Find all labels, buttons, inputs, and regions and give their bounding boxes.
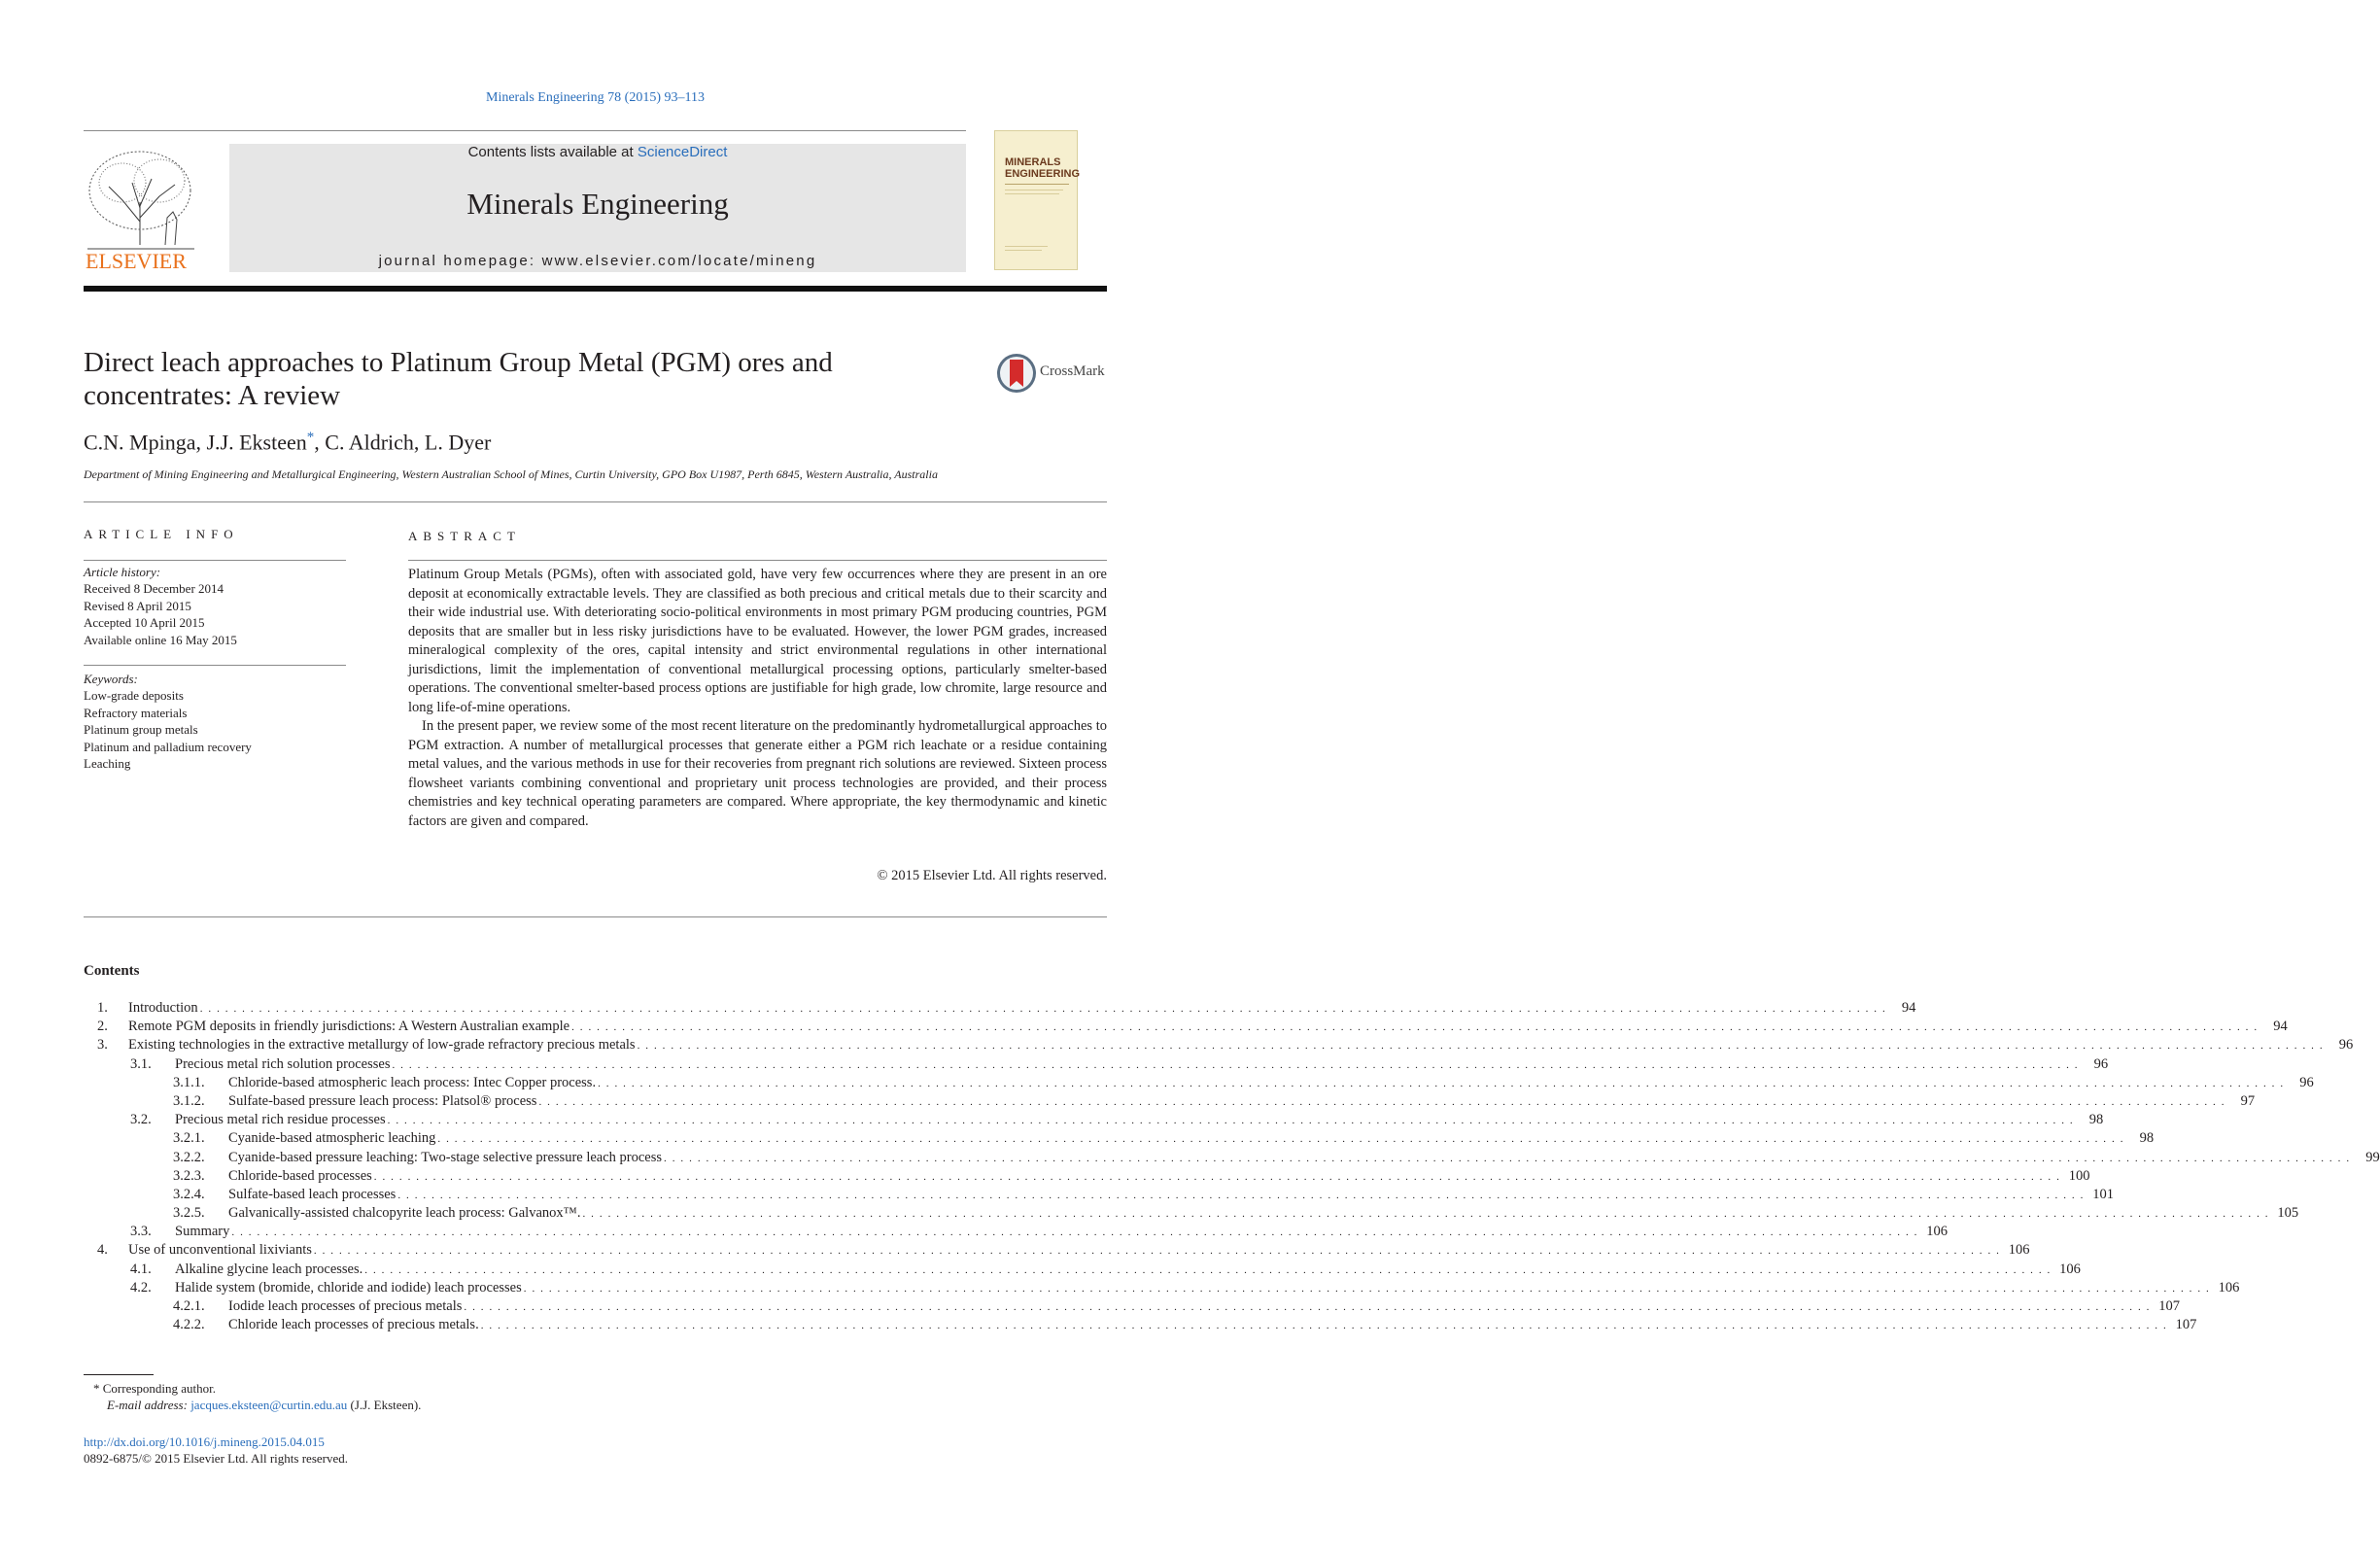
toc-entry[interactable]	[84, 1149, 2380, 1168]
toc-entry-page: 96	[2093, 1055, 2109, 1072]
toc-entry-number: 3.2.2.	[173, 1149, 205, 1165]
toc-entry-page: 106	[2008, 1242, 2030, 1259]
toc-entry-number: 4.2.2.	[173, 1317, 205, 1333]
history-revised: Revised 8 April 2015	[84, 598, 191, 613]
toc-entry-number: 3.2.1.	[173, 1130, 205, 1147]
toc-entry-number: 2.	[97, 1019, 108, 1035]
corresponding-author-note: * Corresponding author.	[93, 1381, 217, 1396]
toc-dot-leader: . . . . . . . . . . . . . . . . . . . . . . . . . . . . . . . . . . . . . . . . . . . . . . . . . . . . . . . . . . . . . . . . . . . . . . . . . . . . . . . . . . . . . . . . . . . . . . . . . . . . . . . . . . . . . . . . . . . . . . . . . . . . . . . . . . . . . . . . . . . . . . . . . . . . . . . . . . . . . . . . . . . . . . . . . . . . . . . . . . . . . . . . . . . . . . . . . . . . . . . .	[664, 1152, 2351, 1164]
toc-entry-number: 3.2.	[130, 1112, 152, 1128]
cover-rule	[1005, 184, 1069, 185]
abstract-paragraph: Platinum Group Metals (PGMs), often with associated gold, have very few occurrences where they are present in an ore deposit at economically extractable levels. They are classified as both precious and critical metals due to their scarcity and their wide industrial use. With deteriorating socio-political environments in most primary PGM producing countries, PGM deposits that are smaller but in less risky jurisdictions have to be evaluated. However, the lower PGM grades, increased mineralogical complexity of the ores, capital intensity and strict environmental regulations in other international jurisdictions, limit the implementation of conventional metallurgical processing options, particularly smelter-based operations. The conventional smelter-based process options are justifiable for high grade, low chromite, large resource and long life-of-mine operations.	[408, 567, 1107, 715]
toc-dot-leader: . . . . . . . . . . . . . . . . . . . . . . . . . . . . . . . . . . . . . . . . . . . . . . . . . . . . . . . . . . . . . . . . . . . . . . . . . . . . . . . . . . . . . . . . . . . . . . . . . . . . . . . . . . . . . . . . . . . . . . . . . . . . . . . . . . . . . . . . . . . . . . . . . . . . . . . . . . . . . . . . . . . . . . . . . . . . . . . . . . . . . . . . . . . . . . . . . . . . . . . .	[637, 1040, 2325, 1053]
divider	[84, 501, 1107, 502]
toc-dot-leader: . . . . . . . . . . . . . . . . . . . . . . . . . . . . . . . . . . . . . . . . . . . . . . . . . . . . . . . . . . . . . . . . . . . . . . . . . . . . . . . . . . . . . . . . . . . . . . . . . . . . . . . . . . . . . . . . . . . . . . . . . . . . . . . . . . . . . . . . . . . . . . . . . . . . . . . . . . . . . . . . . . . . . . . . . . . . . . . . . . . . . . . . . . . . . . . . . . . . . . . .	[464, 1301, 2152, 1313]
authors-part-2: , C. Aldrich, L. Dyer	[314, 430, 492, 455]
toc-entry-title[interactable]: Halide system (bromide, chloride and iodide) leach processes	[175, 1279, 522, 1296]
toc-dot-leader: . . . . . . . . . . . . . . . . . . . . . . . . . . . . . . . . . . . . . . . . . . . . . . . . . . . . . . . . . . . . . . . . . . . . . . . . . . . . . . . . . . . . . . . . . . . . . . . . . . . . . . . . . . . . . . . . . . . . . . . . . . . . . . . . . . . . . . . . . . . . . . . . . . . . . . . . . . . . . . . . . . . . . . . . . . . . . . . . . . . . . . . . . . . . . . . . . . . . . . . .	[199, 1003, 1887, 1015]
toc-entry-title[interactable]: Sulfate-based pressure leach process: Platsol® process	[228, 1092, 537, 1109]
toc-entry[interactable]	[84, 1167, 2090, 1187]
doi-link[interactable]: http://dx.doi.org/10.1016/j.mineng.2015.04.015	[84, 1434, 325, 1449]
toc-entry-number: 3.2.4.	[173, 1186, 205, 1202]
journal-name: Minerals Engineering	[466, 187, 729, 221]
footnote-divider	[84, 1374, 154, 1375]
header-thick-divider	[84, 286, 1107, 292]
toc-entry-number: 4.2.	[130, 1279, 152, 1296]
toc-entry-title[interactable]: Chloride-based atmospheric leach process: Intec Copper process.	[228, 1074, 597, 1090]
keyword-item: Leaching	[84, 756, 131, 772]
toc-entry-title[interactable]: Remote PGM deposits in friendly jurisdictions: A Western Australian example	[128, 1019, 570, 1035]
toc-entry-page: 98	[2088, 1112, 2104, 1128]
cover-rule	[1005, 246, 1048, 247]
toc-entry-page: 106	[1926, 1224, 1949, 1240]
header-divider	[84, 130, 966, 131]
toc-entry[interactable]	[84, 1261, 2081, 1280]
author-email-link[interactable]: jacques.eksteen@curtin.edu.au	[190, 1398, 348, 1412]
toc-entry-page: 100	[2068, 1167, 2090, 1184]
toc-entry-page: 107	[2158, 1298, 2181, 1314]
toc-entry[interactable]	[84, 1019, 2288, 1037]
toc-entry[interactable]	[84, 1092, 2256, 1112]
toc-dot-leader: . . . . . . . . . . . . . . . . . . . . . . . . . . . . . . . . . . . . . . . . . . . . . . . . . . . . . . . . . . . . . . . . . . . . . . . . . . . . . . . . . . . . . . . . . . . . . . . . . . . . . . . . . . . . . . . . . . . . . . . . . . . . . . . . . . . . . . . . . . . . . . . . . . . . . . . . . . . . . . . . . . . . . . . . . . . . . . . . . . . . . . . . . . . . . . . . . . . . . . . .	[231, 1227, 1919, 1239]
toc-entry-title[interactable]: Use of unconventional lixiviants	[128, 1242, 312, 1259]
toc-dot-leader: . . . . . . . . . . . . . . . . . . . . . . . . . . . . . . . . . . . . . . . . . . . . . . . . . . . . . . . . . . . . . . . . . . . . . . . . . . . . . . . . . . . . . . . . . . . . . . . . . . . . . . . . . . . . . . . . . . . . . . . . . . . . . . . . . . . . . . . . . . . . . . . . . . . . . . . . . . . . . . . . . . . . . . . . . . . . . . . . . . . . . . . . . . . . . . . . . . . . . . . .	[373, 1170, 2061, 1183]
keyword-item: Platinum and palladium recovery	[84, 739, 252, 754]
toc-entry-title[interactable]: Cyanide-based pressure leaching: Two-stage selective pressure leach process	[228, 1149, 663, 1165]
toc-entry-title[interactable]: Introduction	[128, 1000, 198, 1016]
toc-dot-leader: . . . . . . . . . . . . . . . . . . . . . . . . . . . . . . . . . . . . . . . . . . . . . . . . . . . . . . . . . . . . . . . . . . . . . . . . . . . . . . . . . . . . . . . . . . . . . . . . . . . . . . . . . . . . . . . . . . . . . . . . . . . . . . . . . . . . . . . . . . . . . . . . . . . . . . . . . . . . . . . . . . . . . . . . . . . . . . . . . . . . . . . . . . . . . . . . . . . . . . . .	[392, 1058, 2080, 1071]
toc-dot-leader: . . . . . . . . . . . . . . . . . . . . . . . . . . . . . . . . . . . . . . . . . . . . . . . . . . . . . . . . . . . . . . . . . . . . . . . . . . . . . . . . . . . . . . . . . . . . . . . . . . . . . . . . . . . . . . . . . . . . . . . . . . . . . . . . . . . . . . . . . . . . . . . . . . . . . . . . . . . . . . . . . . . . . . . . . . . . . . . . . . . . . . . . . . . . . . . . . . . . . . . .	[437, 1133, 2125, 1146]
elsevier-logo	[84, 144, 202, 272]
toc-entry[interactable]	[84, 1186, 2114, 1205]
toc-entry-title[interactable]: Summary	[175, 1224, 230, 1240]
toc-entry-page: 97	[2240, 1092, 2256, 1109]
divider	[408, 560, 1107, 561]
toc-entry-page: 94	[1901, 1000, 1916, 1016]
toc-entry[interactable]	[84, 1279, 2240, 1298]
toc-entry-title[interactable]: Cyanide-based atmospheric leaching	[228, 1130, 436, 1147]
toc-entry-page: 101	[2092, 1186, 2114, 1202]
journal-cover-title: MINERALS ENGINEERING	[1005, 156, 1081, 180]
toc-entry-number: 3.1.1.	[173, 1074, 205, 1090]
toc-entry-number: 4.2.1.	[173, 1298, 205, 1314]
contents-available-prefix: Contents lists available at	[467, 144, 638, 160]
issn-copyright: 0892-6875/© 2015 Elsevier Ltd. All rights reserved.	[84, 1451, 348, 1466]
toc-entry[interactable]	[84, 1317, 2197, 1335]
article-title: Direct leach approaches to Platinum Group Metal (PGM) ores and concentrates: A review	[84, 347, 833, 411]
article-info-heading: ARTICLE INFO	[84, 527, 239, 541]
toc-dot-leader: . . . . . . . . . . . . . . . . . . . . . . . . . . . . . . . . . . . . . . . . . . . . . . . . . . . . . . . . . . . . . . . . . . . . . . . . . . . . . . . . . . . . . . . . . . . . . . . . . . . . . . . . . . . . . . . . . . . . . . . . . . . . . . . . . . . . . . . . . . . . . . . . . . . . . . . . . . . . . . . . . . . . . . . . . . . . . . . . . . . . . . . . . . . . . . . . . . . . . . . .	[313, 1245, 2001, 1258]
keywords	[84, 671, 252, 772]
cover-rule	[1005, 250, 1042, 251]
toc-entry-title[interactable]: Chloride-based processes	[228, 1167, 372, 1184]
abstract-body	[408, 566, 1107, 831]
abstract-paragraph: In the present paper, we review some of the most recent literature on the predominantly hydrometallurgical approaches to PGM extraction. A number of metallurgical processes that generate either a PGM rich leachate or a residue containing metal values, and the various methods in use for their recoveries from pregnant rich solutions are reviewed. Sixteen process flowsheet variants combining conventional and proprietary unit process technologies are provided, and their process chemistries and key technical operating parameters are compared. Where appropriate, the key thermodynamic and kinetic factors are given and compared.	[408, 718, 1107, 829]
toc-entry-number: 3.2.3.	[173, 1167, 205, 1184]
toc-entry-number: 3.1.2.	[173, 1092, 205, 1109]
toc-entry-page: 99	[2365, 1149, 2380, 1165]
toc-entry-title[interactable]: Chloride leach processes of precious metals.	[228, 1317, 479, 1333]
toc-dot-leader: . . . . . . . . . . . . . . . . . . . . . . . . . . . . . . . . . . . . . . . . . . . . . . . . . . . . . . . . . . . . . . . . . . . . . . . . . . . . . . . . . . . . . . . . . . . . . . . . . . . . . . . . . . . . . . . . . . . . . . . . . . . . . . . . . . . . . . . . . . . . . . . . . . . . . . . . . . . . . . . . . . . . . . . . . . . . . . . . . . . . . . . . . . . . . . . . . . . . . . . .	[582, 1208, 2270, 1221]
crossmark-label: CrossMark	[1040, 363, 1105, 379]
toc-dot-leader: . . . . . . . . . . . . . . . . . . . . . . . . . . . . . . . . . . . . . . . . . . . . . . . . . . . . . . . . . . . . . . . . . . . . . . . . . . . . . . . . . . . . . . . . . . . . . . . . . . . . . . . . . . . . . . . . . . . . . . . . . . . . . . . . . . . . . . . . . . . . . . . . . . . . . . . . . . . . . . . . . . . . . . . . . . . . . . . . . . . . . . . . . . . . . . . . . . . . . . . .	[571, 1021, 2259, 1034]
toc-entry-page: 106	[2218, 1279, 2240, 1296]
corresponding-author-marker[interactable]: *	[306, 430, 315, 445]
toc-entry-number: 3.2.5.	[173, 1205, 205, 1222]
abstract-copyright: © 2015 Elsevier Ltd. All rights reserved.	[877, 868, 1107, 883]
toc-entry-number: 3.	[97, 1037, 108, 1054]
email-label: E-mail address:	[107, 1398, 191, 1412]
history-accepted: Accepted 10 April 2015	[84, 615, 205, 631]
toc-entry-page: 96	[2299, 1074, 2314, 1090]
elsevier-tree-icon	[84, 144, 202, 272]
toc-entry-number: 4.	[97, 1242, 108, 1259]
abstract-heading: ABSTRACT	[408, 529, 521, 543]
toc-entry-title[interactable]: Precious metal rich solution processes	[175, 1055, 391, 1072]
journal-cover-thumbnail[interactable]	[994, 130, 1081, 270]
authors-part-1: C.N. Mpinga, J.J. Eksteen	[84, 430, 307, 455]
toc-entry-title[interactable]: Sulfate-based leach processes	[228, 1186, 397, 1202]
author-affiliation: Department of Mining Engineering and Metallurgical Engineering, Western Australian School of Mines, Curtin University, GPO Box U1987, Perth 6845, Western Australia, Australia	[84, 467, 938, 481]
toc-entry-page: 98	[2139, 1130, 2155, 1147]
toc-dot-leader: . . . . . . . . . . . . . . . . . . . . . . . . . . . . . . . . . . . . . . . . . . . . . . . . . . . . . . . . . . . . . . . . . . . . . . . . . . . . . . . . . . . . . . . . . . . . . . . . . . . . . . . . . . . . . . . . . . . . . . . . . . . . . . . . . . . . . . . . . . . . . . . . . . . . . . . . . . . . . . . . . . . . . . . . . . . . . . . . . . . . . . . . . . . . . . . . . . . . . . . .	[538, 1095, 2226, 1108]
keyword-item: Platinum group metals	[84, 722, 198, 738]
toc-entry-number: 1.	[97, 1000, 108, 1016]
sciencedirect-link[interactable]: ScienceDirect	[637, 144, 728, 160]
toc-dot-leader: . . . . . . . . . . . . . . . . . . . . . . . . . . . . . . . . . . . . . . . . . . . . . . . . . . . . . . . . . . . . . . . . . . . . . . . . . . . . . . . . . . . . . . . . . . . . . . . . . . . . . . . . . . . . . . . . . . . . . . . . . . . . . . . . . . . . . . . . . . . . . . . . . . . . . . . . . . . . . . . . . . . . . . . . . . . . . . . . . . . . . . . . . . . . . . . . . . . . . . . .	[598, 1077, 2285, 1089]
keywords-label: Keywords:	[84, 672, 138, 686]
divider	[84, 916, 1107, 917]
toc-entry[interactable]	[84, 1205, 2299, 1224]
keyword-item: Low-grade deposits	[84, 688, 184, 704]
toc-dot-leader: . . . . . . . . . . . . . . . . . . . . . . . . . . . . . . . . . . . . . . . . . . . . . . . . . . . . . . . . . . . . . . . . . . . . . . . . . . . . . . . . . . . . . . . . . . . . . . . . . . . . . . . . . . . . . . . . . . . . . . . . . . . . . . . . . . . . . . . . . . . . . . . . . . . . . . . . . . . . . . . . . . . . . . . . . . . . . . . . . . . . . . . . . . . . . . . . . . . . . . . .	[387, 1115, 2075, 1127]
history-received: Received 8 December 2014	[84, 581, 224, 597]
email-suffix: (J.J. Eksteen).	[347, 1398, 422, 1412]
article-history	[84, 564, 237, 648]
toc-entry-page: 105	[2277, 1205, 2299, 1222]
toc-entry[interactable]	[84, 1242, 2030, 1261]
crossmark-badge[interactable]	[995, 352, 1112, 395]
toc-dot-leader: . . . . . . . . . . . . . . . . . . . . . . . . . . . . . . . . . . . . . . . . . . . . . . . . . . . . . . . . . . . . . . . . . . . . . . . . . . . . . . . . . . . . . . . . . . . . . . . . . . . . . . . . . . . . . . . . . . . . . . . . . . . . . . . . . . . . . . . . . . . . . . . . . . . . . . . . . . . . . . . . . . . . . . . . . . . . . . . . . . . . . . . . . . . . . . . . . . . . . . . .	[523, 1282, 2211, 1295]
toc-entry[interactable]	[84, 1037, 2354, 1055]
toc-entry-page: 107	[2175, 1317, 2197, 1333]
keyword-item: Refractory materials	[84, 705, 188, 720]
email-note	[107, 1398, 421, 1413]
divider	[84, 560, 346, 561]
toc-dot-leader: . . . . . . . . . . . . . . . . . . . . . . . . . . . . . . . . . . . . . . . . . . . . . . . . . . . . . . . . . . . . . . . . . . . . . . . . . . . . . . . . . . . . . . . . . . . . . . . . . . . . . . . . . . . . . . . . . . . . . . . . . . . . . . . . . . . . . . . . . . . . . . . . . . . . . . . . . . . . . . . . . . . . . . . . . . . . . . . . . . . . . . . . . . . . . . . . . . . . . . . .	[397, 1189, 2085, 1201]
table-of-contents	[84, 1000, 2380, 1335]
toc-entry-title[interactable]: Iodide leach processes of precious metals	[228, 1298, 463, 1314]
journal-citation-link[interactable]: Minerals Engineering 78 (2015) 93–113	[486, 90, 705, 105]
toc-entry[interactable]	[84, 1000, 1916, 1019]
history-online: Available online 16 May 2015	[84, 632, 237, 647]
journal-homepage[interactable]: journal homepage: www.elsevier.com/locate/mineng	[378, 253, 817, 269]
toc-entry-number: 3.1.	[130, 1055, 152, 1072]
toc-entry[interactable]	[84, 1224, 1949, 1242]
crossmark-icon	[995, 352, 1038, 395]
toc-entry-title[interactable]: Alkaline glycine leach processes.	[175, 1261, 363, 1277]
toc-entry[interactable]	[84, 1074, 2314, 1093]
toc-entry[interactable]	[84, 1130, 2155, 1149]
toc-entry-number: 4.1.	[130, 1261, 152, 1277]
article-history-label: Article history:	[84, 565, 161, 579]
author-list	[84, 430, 491, 455]
toc-entry[interactable]	[84, 1112, 2104, 1130]
toc-entry-page: 96	[2338, 1037, 2354, 1054]
toc-dot-leader: . . . . . . . . . . . . . . . . . . . . . . . . . . . . . . . . . . . . . . . . . . . . . . . . . . . . . . . . . . . . . . . . . . . . . . . . . . . . . . . . . . . . . . . . . . . . . . . . . . . . . . . . . . . . . . . . . . . . . . . . . . . . . . . . . . . . . . . . . . . . . . . . . . . . . . . . . . . . . . . . . . . . . . . . . . . . . . . . . . . . . . . . . . . . . . . . . . . . . . . .	[480, 1320, 2168, 1332]
toc-entry[interactable]	[84, 1298, 2181, 1317]
toc-entry-title[interactable]: Galvanically-assisted chalcopyrite leach process: Galvanox™.	[228, 1205, 581, 1222]
cover-rule	[1005, 193, 1059, 194]
elsevier-wordmark: ELSEVIER	[86, 249, 187, 273]
toc-entry-page: 94	[2273, 1019, 2288, 1035]
toc-entry-title[interactable]: Existing technologies in the extractive metallurgy of low-grade refractory precious metals	[128, 1037, 636, 1054]
contents-available-line	[229, 144, 966, 160]
toc-dot-leader: . . . . . . . . . . . . . . . . . . . . . . . . . . . . . . . . . . . . . . . . . . . . . . . . . . . . . . . . . . . . . . . . . . . . . . . . . . . . . . . . . . . . . . . . . . . . . . . . . . . . . . . . . . . . . . . . . . . . . . . . . . . . . . . . . . . . . . . . . . . . . . . . . . . . . . . . . . . . . . . . . . . . . . . . . . . . . . . . . . . . . . . . . . . . . . . . . . . . . . . .	[364, 1263, 2052, 1276]
contents-heading: Contents	[84, 963, 140, 979]
toc-entry-title[interactable]: Precious metal rich residue processes	[175, 1112, 386, 1128]
toc-entry[interactable]	[84, 1055, 2109, 1075]
toc-entry-page: 106	[2059, 1261, 2081, 1277]
toc-entry-number: 3.3.	[130, 1224, 152, 1240]
divider	[84, 665, 346, 666]
